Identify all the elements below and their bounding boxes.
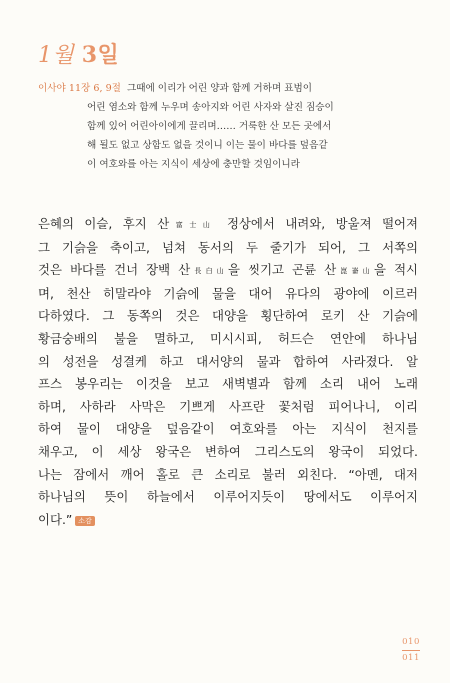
body-line: 나는 잠에서 깨어 홀로 큰 소리로 불러 외친다. “아멘, 대저 [38,466,418,482]
body-line: 프스 봉우리는 이것을 보고 새벽별과 함께 소리 내어 노래 [38,376,418,392]
body-line: 다하였다. 그 동쪽의 것은 대양을 횡단하여 로키 산 기슭에 [38,308,418,324]
body-line: 채우고, 이 세상 왕국은 변하여 그리스도의 왕국이 되었다. [38,443,418,459]
verse-line: 이 여호와를 아는 지식이 세상에 충만할 것임이니라 [87,159,300,170]
page-numbers [402,636,420,665]
body-line: 하여 물이 대양을 덮음같이 여호와를 아는 지식이 천지를 [38,421,418,437]
page-number-right: 011 [402,653,420,663]
body-line: 것은 바다를 건너 장백 산長白山을 씻기고 곤륜 산崑崙山을 적시 [38,262,419,278]
hanja-annotation: 長白山 [190,267,228,276]
month-label: 1월 [38,43,75,68]
devotional-body [38,213,418,531]
body-line: 은혜의 이슬, 후지 산富士山 정상에서 내려와, 방울져 떨어져 [38,216,418,231]
page-number-left: 010 [402,637,420,647]
verse-line: 이사야 11장 6, 9절 그때에 이리가 어린 양과 함께 거하며 표범이 [38,83,313,94]
body-line: 하며, 사하라 사막은 기쁘게 사프란 꽃처럼 피어나니, 이리 [38,398,418,414]
verse-line: 해 될도 없고 상함도 없을 것이니 이는 물이 바다를 덮음같 [87,140,328,151]
verse-line: 어린 염소와 함께 누우며 송아지와 어린 사자와 살진 짐승이 [87,102,334,113]
day-label: 3일 [81,42,120,68]
scripture-verse [38,79,416,174]
body-line: 황금숭배의 불을 멸하고, 미시시피, 허드슨 연안에 하나님 [38,330,418,346]
verse-reference: 이사야 11장 6, 9절 [38,83,121,94]
verse-line: 함께 있어 어린아이에게 끌리며…… 거룩한 산 모든 곳에서 [87,121,332,132]
source-badge: 소감 [75,516,95,526]
body-line: 그 기슭을 축이고, 넘쳐 동서의 두 줄기가 되어, 그 서쪽의 [38,239,418,255]
body-line: 의 성전을 성결케 하고 대서양의 물과 합하여 사라졌다. 알 [38,353,418,369]
date-heading [38,38,119,69]
hanja-annotation: 富士山 [169,221,217,229]
body-line: 하나님의 뜻이 하늘에서 이루어지듯이 땅에서도 이루어지 [38,489,418,505]
page-number-divider [402,650,420,651]
body-line: 이다.” 소감 [38,509,418,532]
hanja-annotation: 崑崙山 [336,267,374,276]
body-line: 며, 천산 히말라야 기슭에 물을 대어 유다의 광야에 이르러 [38,285,418,301]
